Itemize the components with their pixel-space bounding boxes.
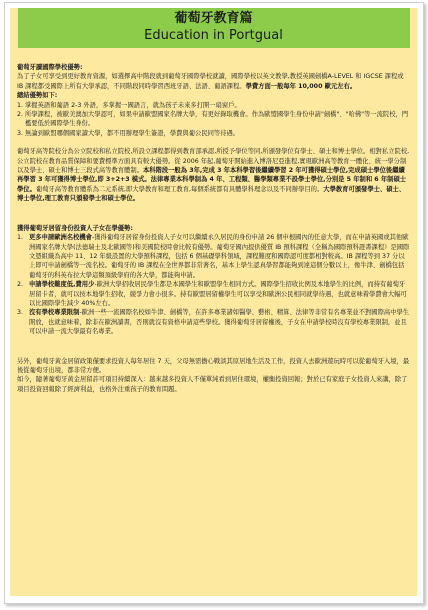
residency-paragraph: 另外，葡萄牙黃金居留政策僅要求投資人每年居住 7 天，父母無需擔心戰談其原居地生活及工作，投資人去歐洲遊玩時可以從葡萄牙入境，最後從葡萄牙出境，都非常方便。 [17, 357, 410, 374]
list-item: 3. 無論到歐盟哪個國家讀大學，都不用辦理學生簽證，學費與葡公民同等待遇。 [17, 129, 240, 137]
list-item: 1. 更多申請歐洲名校機會-獲得葡萄牙居留身份投資人子女可以繼續永久居民的身份申請 26 個申根國內的任意大學，而在申請英國或其他歐洲國家名牌大學(法德瑞士及北歐國等)和美國院校時會比較有優勢。葡萄牙國內提供優質 IB 預科課程（全稱為國際預科證書課程）是國際文憑組織為高中 11、12 年級設置的大學預科課程，包括 6 個基礎學科領域，課程難度和國際認可度都相對較高。IB 課程等到 37 分以上即可申請劍橋等一流名校。葡萄牙的 IB 課程在全世界都非常著名，基本上學生認真學習都能夠到達這個分數以上，像牛津、劍橋包括葡萄牙的科英布拉大學這類頂級學府的各大學，都能夠申請。 [17, 234, 410, 279]
title-banner [18, 8, 410, 48]
article-body [10, 48, 417, 394]
section-heading-international-school: 葡萄牙讀國際學校優勢: [17, 64, 83, 71]
higher-education-paragraph: 葡萄牙高等院校分為公立院校和私立院校,所設立課程都得到教育部承認,所授予學位等同,所頒發學位有學士、碩士和博士學位。相對私立院校,公立院校在教育品質保障和要費標準方面具有較大優勢。從 2006 年起,葡萄牙開始進入博洛尼亞進程,實現歐洲高等教育一體化、統一學分制以及學士、碩士和博士三段式高等教育體制。本科階段一般為 3年,完成 3 年本科學習後繼續學習 2 年可獲得碩士學位,完成碩士學位後繼續再學習 3 年可獲得博士學位,即 3+2+3 模式。法律專業本科學制為 4 年、工程類、醫學類專業不設學士學位,分別是 5 年制和 6 年制碩士學位。葡萄牙高等教育體系為二元系統,即大學教育和理工教育,每個系統都有具體學科理念以及不同辦學目的。大學教育可頒發學士、碩士、博士學位,理工教育只頒發學士和碩士學位。 [17, 148, 410, 203]
section-heading-residency-advantages: 獲得葡萄牙居留身份投資人子女在學優勢: [17, 224, 133, 232]
page-title-chinese: 葡萄牙教育篇 [174, 11, 253, 26]
article-content [10, 8, 417, 596]
closing-paragraph: 如今，隨著葡萄牙黃金居留許可項目持續深入：越來越多投資人不僅單純看到居住環境，權衡投資回報；對於已有家庭子女投資人來講，除了項目投資回報除了經濟利益，也格外注重孩子的教育問題。 [17, 376, 408, 393]
document-page [4, 2, 424, 604]
international-school-paragraph: 為了子女可享受到更好教育資源，如選擇高中階段就到葡萄牙國際學校就讀，國際學校以英文教學,教授英國劍橋A-LEVEL 和 IGCSE 課程或 IB 課程都受國際上所有大學承認，不同階段同時學習西班牙語、法語、葡語課程。學費方面一般每年 10,000 歐元左右。 [17, 73, 404, 90]
summary-heading: 總結優勢如下: [17, 92, 58, 100]
list-item: 2. 申請學校難度低,費用少-歐洲大學招收居民學生都是本國學生和歐盟學生相同方式。國際學生招收比例及本地學生的比例，而持有葡萄牙居留卡者，就可以按本地學生招收，競爭力會小很多。持有歐盟居留權學生可以享受和歐洲公民相同就學待遇，也就意味着學費會大幅可以比國際學生減少 40%左右。 [17, 281, 407, 307]
list-item: 3. 沒有學校專業限制-歐洲一些一流國際名校如牛津、劍橋等，在許多專業諸如醫學、藝術、精算、法律等非常有名專業並不對國際高中學生開放，也就意味着，除非在歐洲讀書，否則就沒有資格申請這些學校。獲得葡萄牙居留權後，子女在申請學校時沒有學校專業限制，並且可以申請一流大學最有名專業。 [17, 309, 410, 336]
residency-advantages-list [17, 233, 410, 336]
advantages-list [17, 101, 410, 139]
list-item: 1. 掌握英語和葡語 2-3 外語，多掌握一國語言，就為孩子未來多打開一扇窗戶。 [17, 101, 241, 109]
list-item: 2. 所學課程，被歐美澳加大學認可，如果申請歐盟國家名牌大學，有更好錄取機會。作為歐盟國學生身份申請"劍橋"、"哈佛"等一流院校，門檻要低於國際學生身份。 [17, 111, 409, 128]
page-title-english: Education in Portgual [144, 28, 283, 43]
